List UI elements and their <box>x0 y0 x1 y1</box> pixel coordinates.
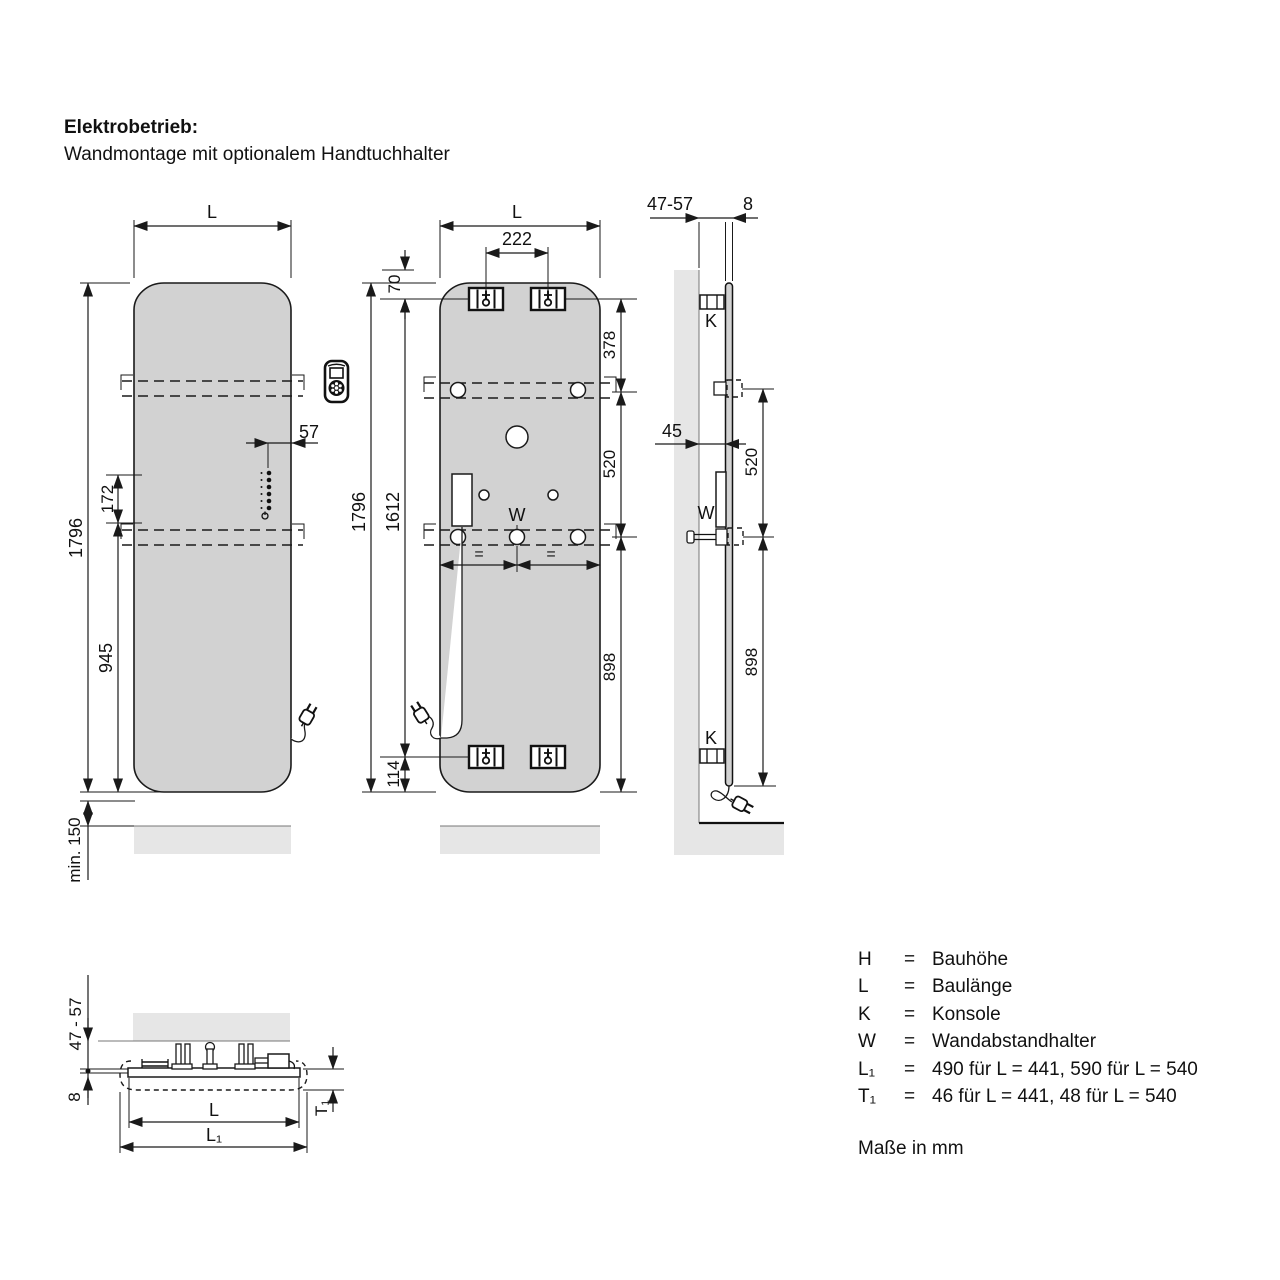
legend-symbol: W <box>858 1031 876 1053</box>
wall <box>133 1013 290 1041</box>
dim-side-898 <box>734 537 776 786</box>
legend-definition: Wandabstandhalter <box>932 1031 1097 1053</box>
dim-label: L <box>511 202 523 222</box>
dim-label: 172 <box>98 484 117 514</box>
dim-label: 222 <box>501 229 533 249</box>
dim-label: 520 <box>600 449 619 479</box>
dim-label: L₁ <box>205 1125 223 1145</box>
cable-channel-side <box>716 472 726 527</box>
mounting-hole-small <box>479 490 489 500</box>
remote-control-icon <box>325 361 348 402</box>
dim-side-wall-distance <box>647 194 758 281</box>
top-view <box>65 975 344 1153</box>
dim-label: 945 <box>96 642 116 674</box>
towel-mount-upper-side <box>714 380 774 397</box>
floor <box>440 826 600 854</box>
dim-front-945 <box>96 523 118 792</box>
dim-label: 114 <box>384 760 403 788</box>
dim-label: 45 <box>661 421 683 441</box>
power-plug-icon <box>711 786 754 815</box>
dim-side-520 <box>742 389 763 537</box>
legend-symbol: L₁ <box>858 1058 875 1080</box>
wall-spacer <box>571 530 586 545</box>
floor <box>134 826 291 854</box>
legend-definition: 490 für L = 441, 590 für L = 540 <box>932 1058 1198 1080</box>
konsole-side-bottom <box>700 728 724 763</box>
legend-row <box>858 1028 1198 1055</box>
dim-label: 1796 <box>349 491 369 533</box>
dim-label: 47-57 <box>646 194 694 214</box>
dim-label: 898 <box>600 652 619 682</box>
dim-label: 8 <box>65 1092 84 1102</box>
mounting-hole <box>506 426 528 448</box>
dim-rear-898 <box>600 537 637 792</box>
rear-view <box>349 202 637 854</box>
legend-symbol: H <box>858 949 872 970</box>
dim-top-8 <box>65 1077 88 1102</box>
legend-definition: Baulänge <box>932 976 1013 998</box>
legend-row <box>858 1001 1198 1028</box>
title-subheading: Wandmontage mit optionalem Handtuchhalter <box>64 144 450 165</box>
equal-sign: = <box>474 546 484 563</box>
equal-sign: = <box>546 546 556 563</box>
cable-channel <box>452 474 472 526</box>
legend-eq: = <box>904 1003 916 1025</box>
dim-label: 378 <box>600 330 619 360</box>
legend-definition: 46 für L = 441, 48 für L = 540 <box>932 1086 1177 1108</box>
dim-label: L <box>208 1100 220 1120</box>
legend-eq: = <box>904 1086 916 1108</box>
spacer-label: W <box>697 503 715 523</box>
legend-symbol: L <box>858 976 869 998</box>
legend <box>858 946 1198 1162</box>
dim-label: 1796 <box>66 517 86 559</box>
dim-top-wall-distance <box>66 975 128 1105</box>
dim-top-depth <box>303 1047 344 1116</box>
power-plug-icon <box>291 702 319 741</box>
dim-label: 1612 <box>383 491 403 533</box>
wall-spacer <box>571 383 586 398</box>
dim-label: 47 - 57 <box>66 997 85 1051</box>
front-view <box>65 202 348 883</box>
bracket-label: K <box>704 311 718 331</box>
legend-eq: = <box>904 949 916 970</box>
wall-spacer <box>451 383 466 398</box>
konsole-bracket-icon <box>469 746 503 768</box>
dim-top-length <box>129 1078 299 1128</box>
dim-rear-114 <box>384 757 405 792</box>
power-connection-box <box>268 1054 289 1068</box>
legend-row <box>858 946 1198 973</box>
legend-definition: Konsole <box>932 1003 1001 1025</box>
legend-eq: = <box>904 976 916 998</box>
side-view <box>647 194 784 855</box>
mounting-hole-small <box>548 490 558 500</box>
dim-front-length <box>134 202 291 278</box>
konsole-side-top <box>700 295 724 331</box>
floor <box>699 823 784 855</box>
dim-label: 898 <box>742 647 761 677</box>
radiator-panel-front <box>134 283 291 792</box>
title-heading: Elektrobetrieb: <box>64 117 199 138</box>
wall-spacer <box>451 530 466 545</box>
dim-label: T₁ <box>312 1099 331 1117</box>
wall-spacer <box>510 530 525 545</box>
dim-label: 520 <box>742 447 761 477</box>
konsole-bracket-icon <box>531 746 565 768</box>
dim-label: min. 150 <box>65 817 84 883</box>
dim-label: L <box>206 202 218 222</box>
dim-label: 8 <box>742 194 754 214</box>
dim-label: 57 <box>299 422 320 442</box>
legend-definition: Bauhöhe <box>932 949 1009 970</box>
spacer-label: W <box>508 505 526 525</box>
dim-front-floor-clearance <box>65 801 135 883</box>
mounting-components-top <box>142 1043 294 1070</box>
legend-row <box>858 1056 1198 1083</box>
units-note: Maße in mm <box>858 1138 964 1160</box>
dim-label: 70 <box>385 274 404 294</box>
bracket-label: K <box>704 728 718 748</box>
legend-eq: = <box>904 1058 916 1080</box>
legend-eq: = <box>904 1031 916 1053</box>
legend-symbol: K <box>858 1003 871 1025</box>
legend-symbol: T₁ <box>858 1086 877 1108</box>
wall <box>674 270 699 855</box>
legend-row <box>858 973 1198 1000</box>
legend-row <box>858 1083 1198 1110</box>
dim-rear-520 <box>600 392 637 537</box>
